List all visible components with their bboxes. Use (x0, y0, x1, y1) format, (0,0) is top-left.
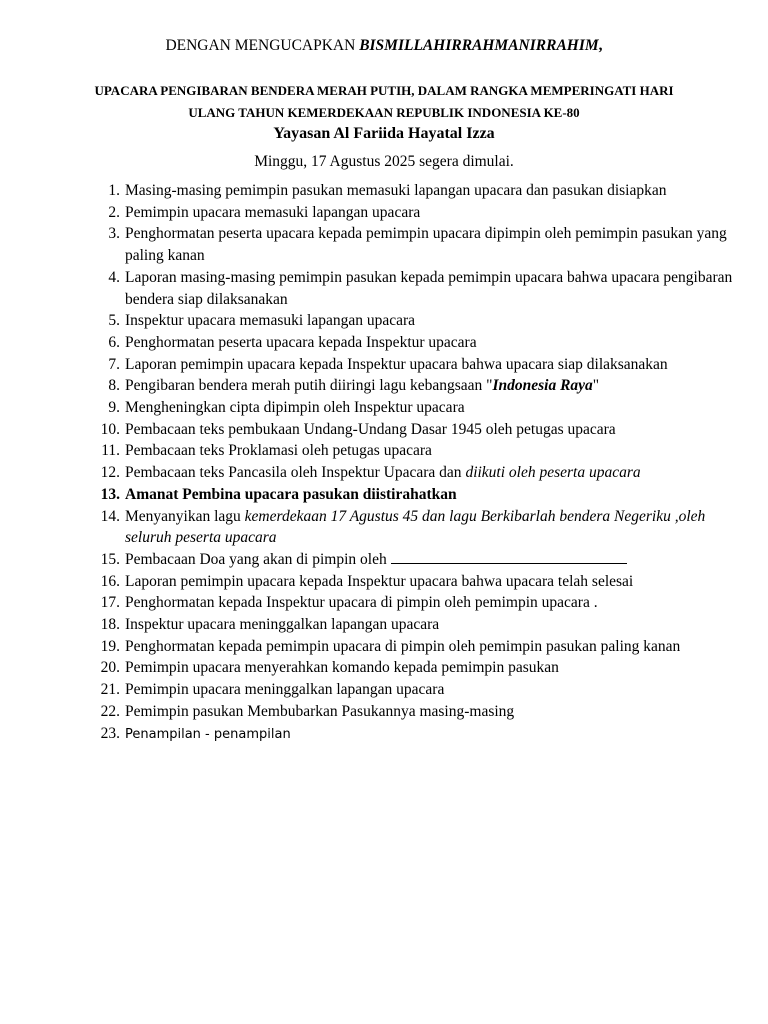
list-item (0, 657, 768, 679)
item-number: 11. (101, 442, 120, 460)
item-text: Mengheningkan cipta dipimpin oleh Inspektur upacara (125, 399, 465, 417)
item-text: Penghormatan kepada pemimpin upacara di pimpin oleh pemimpin pasukan paling kanan (125, 637, 681, 655)
list-item (0, 310, 768, 332)
ceremony-title-line1: UPACARA PENGIBARAN BENDERA MERAH PUTIH, DALAM RANGKA MEMPERINGATI HARI (94, 83, 674, 98)
list-item (0, 462, 768, 484)
opening-suffix: , (598, 37, 603, 54)
item-number: 17. (100, 594, 120, 612)
item-number: 21. (100, 681, 120, 699)
item-number: 7. (108, 355, 120, 373)
item-number: 6. (108, 333, 120, 351)
list-item (0, 549, 768, 571)
ceremony-title (30, 80, 738, 124)
list-item (0, 202, 768, 224)
item-number: 13. (100, 485, 120, 503)
item-text: Laporan masing-masing pemimpin pasukan kepada pemimpin upacara bahwa upacara pengibaran bendera siap dilaksanakan (125, 268, 733, 308)
date-line: Minggu, 17 Agustus 2025 segera dimulai. (254, 153, 514, 170)
opening-line (0, 37, 768, 55)
item-number: 15. (100, 550, 120, 568)
item-text: Pemimpin upacara menyerahkan komando kepada pemimpin pasukan (125, 659, 559, 677)
item-text-italic: diikuti oleh peserta upacara (465, 464, 641, 482)
item-text: Pemimpin pasukan Membubarkan Pasukannya masing-masing (125, 702, 515, 720)
item-text: Penghormatan peserta upacara kepada pemimpin upacara dipimpin oleh pemimpin pasukan yang paling kanan (125, 225, 727, 265)
item-text: Laporan pemimpin upacara kepada Inspektur upacara bahwa upacara siap dilaksanakan (125, 355, 668, 373)
ceremony-title-line2: ULANG TAHUN KEMERDEKAAN REPUBLIK INDONESIA KE-80 (188, 105, 580, 120)
list-item (0, 723, 768, 746)
item-number: 23. (100, 724, 120, 742)
item-text: Penghormatan peserta upacara kepada Inspektur upacara (125, 333, 477, 351)
list-item (0, 180, 768, 202)
item-number: 19. (100, 637, 120, 655)
list-item (0, 375, 768, 397)
item-text: Inspektur upacara memasuki lapangan upacara (125, 312, 416, 330)
item-text: Menyanyikan lagu (125, 507, 245, 525)
item-number: 12. (100, 464, 120, 482)
list-item (0, 506, 768, 549)
organization-name: Yayasan Al Fariida Hayatal Izza (273, 125, 495, 142)
list-item (0, 267, 768, 310)
list-item (0, 484, 768, 506)
item-number: 20. (100, 659, 120, 677)
list-item (0, 571, 768, 593)
list-item (0, 397, 768, 419)
item-text: Amanat Pembina upacara pasukan diistirahatkan (125, 485, 457, 503)
item-text: Pengibaran bendera merah putih diiringi lagu kebangsaan " (125, 377, 493, 395)
item-text: Pembacaan teks Proklamasi oleh petugas upacara (125, 442, 432, 460)
item-text-italic: kemerdekaan 17 Agustus 45 dan lagu Berkibarlah bendera Negeriku ,oleh seluruh peserta upacara (125, 507, 706, 547)
item-text: Pembacaan teks pembukaan Undang-Undang Dasar 1945 oleh petugas upacara (125, 420, 616, 438)
list-item (0, 701, 768, 723)
item-number: 4. (108, 268, 120, 286)
item-text: Pembacaan teks Pancasila oleh Inspektur Upacara dan (125, 464, 466, 482)
item-number: 18. (100, 616, 120, 634)
list-item (0, 614, 768, 636)
anthem-title: Indonesia Raya (492, 377, 593, 395)
list-item (0, 419, 768, 441)
item-number: 16. (100, 572, 120, 590)
item-number: 14. (100, 507, 120, 525)
item-number: 5. (108, 312, 120, 330)
list-item (0, 636, 768, 658)
item-number: 3. (108, 225, 120, 243)
item-text: Penghormatan kepada Inspektur upacara di pimpin oleh pemimpin upacara . (125, 594, 598, 612)
item-text-tail: " (592, 377, 600, 395)
opening-prefix: DENGAN MENGUCAPKAN (165, 37, 360, 54)
item-text: Pemimpin upacara memasuki lapangan upacara (125, 203, 421, 221)
item-text: Pembacaan Doa yang akan di pimpin oleh (125, 550, 391, 568)
item-text: Masing-masing pemimpin pasukan memasuki lapangan upacara dan pasukan disiapkan (125, 182, 667, 199)
item-text: Pemimpin upacara meninggalkan lapangan upacara (125, 681, 445, 699)
item-text: Penampilan - penampilan (125, 726, 291, 742)
item-number: 10. (100, 420, 120, 438)
item-number: 8. (108, 377, 120, 395)
bismillah-text: BISMILLAHIRRAHMANIRRAHIM (359, 37, 599, 54)
item-number: 2. (108, 203, 120, 221)
agenda-list (0, 180, 768, 745)
item-number: 1. (108, 182, 120, 199)
item-number: 22. (100, 702, 120, 720)
list-item (0, 679, 768, 701)
list-item (0, 354, 768, 376)
item-number: 9. (108, 399, 120, 417)
list-item (0, 440, 768, 462)
blank-fill-line (391, 549, 627, 564)
list-item (0, 223, 768, 266)
item-text: Inspektur upacara meninggalkan lapangan upacara (125, 616, 440, 634)
list-item (0, 332, 768, 354)
list-item (0, 592, 768, 614)
item-text: Laporan pemimpin upacara kepada Inspektur upacara bahwa upacara telah selesai (125, 572, 634, 590)
